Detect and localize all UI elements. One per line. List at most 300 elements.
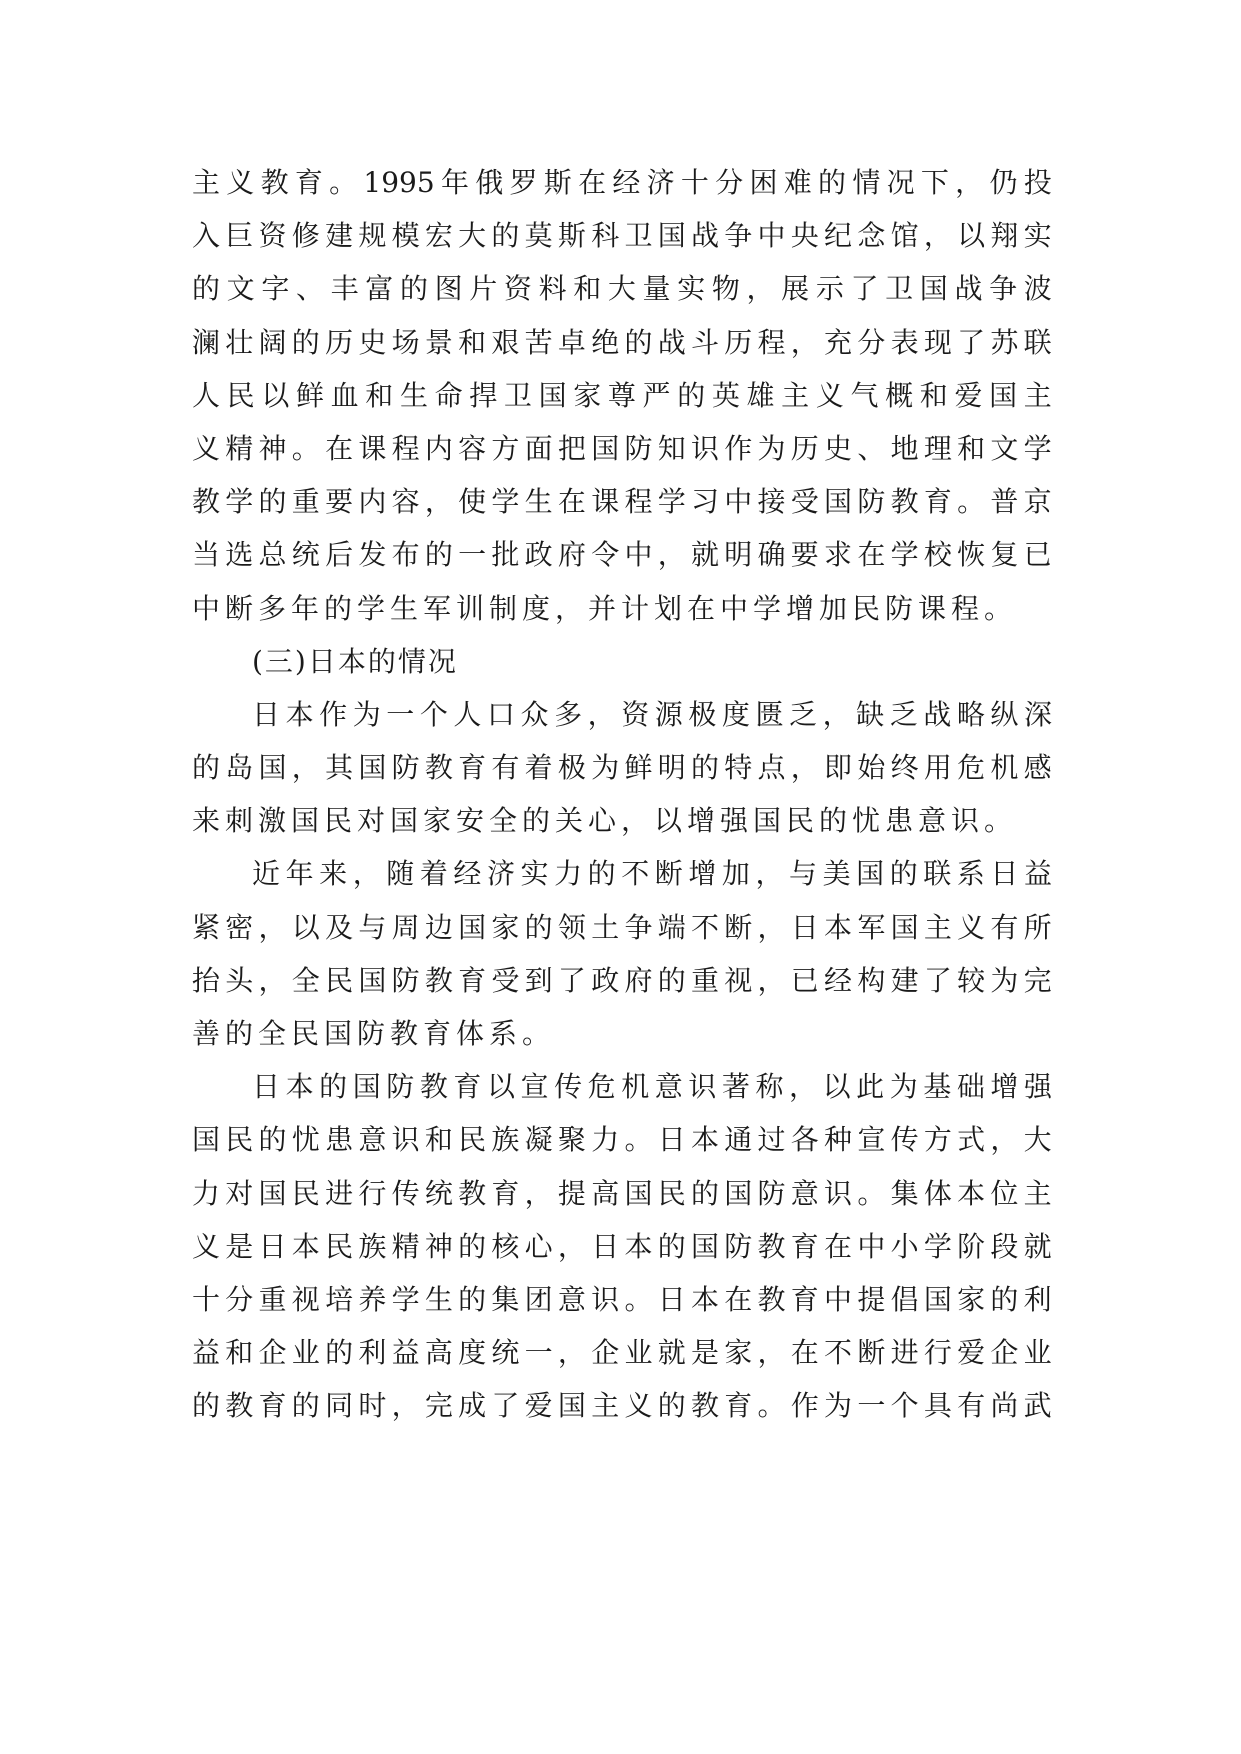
text-glyph: 称 — [755, 1070, 784, 1104]
text-glyph: 物 — [711, 272, 740, 306]
text-glyph: 神 — [258, 431, 287, 465]
text-glyph: 纪 — [824, 219, 853, 253]
text-glyph: 的 — [291, 1389, 320, 1423]
text-glyph: 家 — [957, 1282, 986, 1316]
text-glyph: 。 — [329, 166, 358, 199]
text-glyph: 略 — [956, 697, 985, 731]
text-glyph: 的 — [258, 485, 287, 519]
text-line — [192, 1326, 1052, 1379]
text-glyph: 方 — [923, 1123, 952, 1157]
text-glyph: 民 — [291, 1176, 320, 1210]
text-glyph: 为 — [824, 1389, 853, 1423]
text-glyph: 修 — [291, 219, 320, 253]
text-glyph: ， — [258, 910, 287, 944]
text-glyph: 心 — [524, 1229, 553, 1263]
text-line — [192, 156, 1052, 209]
text-glyph: 批 — [491, 538, 520, 572]
text-glyph: 。 — [291, 431, 320, 465]
text-glyph: 十 — [192, 1282, 221, 1316]
text-glyph: 就 — [690, 538, 719, 572]
text-glyph: 统 — [491, 1336, 520, 1370]
text-glyph: 行 — [358, 1176, 387, 1210]
text-glyph: 生 — [524, 485, 553, 519]
text-glyph: 的 — [624, 325, 653, 359]
text-glyph: 景 — [424, 325, 453, 359]
text-glyph: 和 — [573, 272, 602, 306]
text-glyph: 学 — [1023, 431, 1052, 465]
text-glyph: 国 — [557, 1389, 586, 1423]
text-glyph: 史 — [824, 431, 853, 465]
text-glyph: 战 — [690, 219, 719, 253]
text-glyph: 过 — [757, 1123, 786, 1157]
text-glyph: 投 — [1023, 166, 1052, 199]
text-glyph: 本 — [690, 1282, 719, 1316]
text-glyph: ， — [557, 1336, 586, 1370]
text-glyph: 与 — [789, 857, 818, 891]
text-glyph: 础 — [956, 1070, 985, 1104]
text-glyph: 在 — [724, 1282, 753, 1316]
text-glyph: 国 — [824, 485, 853, 519]
text-glyph: 的 — [325, 1336, 354, 1370]
text-glyph: ， — [790, 751, 819, 785]
text-glyph: 提 — [857, 1282, 886, 1316]
text-glyph: 业 — [624, 1336, 653, 1370]
text-glyph: 力 — [591, 1123, 620, 1157]
text-glyph: 集 — [890, 1176, 919, 1210]
text-glyph: 义 — [192, 431, 221, 465]
text-glyph: 着 — [419, 857, 448, 891]
text-line: 来刺激国民对国家安全的关心，以增强国民的忧患意识。 — [192, 804, 1018, 838]
text-glyph: 阶 — [957, 1229, 986, 1263]
text-glyph: 即 — [824, 751, 853, 785]
text-glyph: 识 — [688, 1070, 717, 1104]
text-glyph: 源 — [654, 697, 683, 731]
text-glyph: 的 — [491, 219, 520, 253]
text-glyph: ， — [757, 910, 786, 944]
text-glyph: 不 — [824, 1336, 853, 1370]
text-glyph: 争 — [724, 219, 753, 253]
text-glyph: 育 — [258, 1389, 287, 1423]
text-glyph: 为 — [352, 697, 381, 731]
text-glyph: 内 — [358, 485, 387, 519]
text-glyph: 尊 — [607, 378, 636, 412]
text-glyph: 重 — [690, 963, 719, 997]
text-glyph: 的 — [677, 378, 706, 412]
text-glyph: 以 — [261, 378, 290, 412]
text-glyph: 中 — [624, 538, 653, 572]
text-glyph: 民 — [325, 1229, 354, 1263]
text-glyph: 布 — [391, 538, 420, 572]
text-glyph: 中 — [724, 485, 753, 519]
text-glyph: 了 — [491, 1389, 520, 1423]
text-glyph: 宣 — [520, 1070, 549, 1104]
text-glyph: 下 — [920, 166, 949, 199]
text-glyph: 鲜 — [624, 751, 653, 785]
text-glyph: 增 — [688, 857, 717, 891]
text-glyph: 和 — [458, 325, 487, 359]
text-glyph: 意 — [790, 1176, 819, 1210]
text-line — [192, 422, 1052, 475]
text-glyph: 精 — [391, 1229, 420, 1263]
text-glyph: 极 — [557, 751, 586, 785]
text-glyph: 乏 — [789, 697, 818, 731]
text-glyph: 国 — [724, 1176, 753, 1210]
text-glyph: 军 — [857, 910, 886, 944]
text-glyph: 进 — [325, 1176, 354, 1210]
text-glyph: 到 — [524, 963, 553, 997]
text-glyph: 识 — [391, 1123, 420, 1157]
text-glyph: 地 — [890, 431, 919, 465]
text-glyph: 精 — [225, 431, 254, 465]
text-glyph: 充 — [824, 325, 853, 359]
text-glyph: 民 — [325, 963, 354, 997]
text-glyph: 教 — [690, 1389, 719, 1423]
text-glyph: 习 — [690, 485, 719, 519]
text-glyph: 业 — [291, 1336, 320, 1370]
text-glyph: 国 — [690, 1229, 719, 1263]
text-glyph: 美 — [822, 857, 851, 891]
text-glyph: 。 — [957, 485, 986, 519]
text-glyph: 了 — [923, 963, 952, 997]
text-glyph: 乏 — [889, 697, 918, 731]
text-glyph: 防 — [857, 485, 886, 519]
text-glyph: ， — [955, 166, 984, 199]
text-glyph: 选 — [225, 538, 254, 572]
text-glyph: 同 — [325, 1389, 354, 1423]
text-glyph: 不 — [690, 910, 719, 944]
text-glyph: 的 — [690, 751, 719, 785]
text-glyph: 益 — [1023, 857, 1052, 891]
text-glyph: 防 — [724, 1229, 753, 1263]
text-glyph: 卫 — [885, 272, 914, 306]
text-line — [192, 1113, 1052, 1166]
text-glyph: 学 — [657, 485, 686, 519]
text-glyph: 本 — [291, 1229, 320, 1263]
text-glyph: 学 — [923, 1229, 952, 1263]
text-glyph: 机 — [990, 751, 1019, 785]
text-glyph: 的 — [319, 1070, 348, 1104]
text-glyph: 困 — [749, 166, 778, 199]
text-glyph: 命 — [434, 378, 463, 412]
text-glyph: 随 — [386, 857, 415, 891]
text-glyph: 济 — [486, 857, 515, 891]
text-glyph: 与 — [358, 910, 387, 944]
text-glyph: 民 — [458, 1123, 487, 1157]
text-glyph: 团 — [524, 1282, 553, 1316]
text-glyph: 武 — [1023, 1389, 1052, 1423]
text-glyph: 要 — [325, 485, 354, 519]
text-glyph: 倡 — [890, 1282, 919, 1316]
text-glyph: 始 — [857, 751, 886, 785]
text-glyph: 行 — [923, 1336, 952, 1370]
text-glyph: 在 — [325, 431, 354, 465]
text-glyph: 用 — [923, 751, 952, 785]
text-glyph: 国 — [856, 857, 885, 891]
text-glyph: ， — [822, 697, 851, 731]
text-glyph: 容 — [458, 431, 487, 465]
text-glyph: 和 — [365, 378, 394, 412]
text-glyph: 作 — [724, 431, 753, 465]
text-glyph: 育 — [724, 1389, 753, 1423]
text-glyph: 口 — [486, 697, 515, 731]
text-line: 善的全民国防教育体系。 — [192, 1017, 556, 1050]
text-glyph: 统 — [424, 1176, 453, 1210]
text-glyph: 在 — [790, 1336, 819, 1370]
text-glyph: 极 — [688, 697, 717, 731]
text-glyph: 日 — [591, 1229, 620, 1263]
text-glyph: 危 — [957, 751, 986, 785]
text-glyph: 意 — [557, 1282, 586, 1316]
text-glyph: 凝 — [524, 1123, 553, 1157]
text-glyph: 端 — [657, 910, 686, 944]
text-glyph: 科 — [591, 219, 620, 253]
text-glyph: 业 — [1023, 1336, 1052, 1370]
text-glyph: 难 — [783, 166, 812, 199]
text-glyph: 成 — [458, 1389, 487, 1423]
text-glyph: 府 — [624, 963, 653, 997]
text-glyph: 高 — [424, 1336, 453, 1370]
text-glyph: 土 — [591, 910, 620, 944]
text-glyph: 战 — [657, 325, 686, 359]
text-glyph: 国 — [657, 219, 686, 253]
text-glyph: 其 — [325, 751, 354, 785]
text-glyph: 苦 — [524, 325, 553, 359]
text-line — [192, 1273, 1052, 1326]
text-glyph: 巨 — [225, 219, 254, 253]
text-glyph: 英 — [711, 378, 740, 412]
text-glyph: 中 — [824, 1282, 853, 1316]
text-glyph: 建 — [890, 963, 919, 997]
text-glyph: 分 — [857, 325, 886, 359]
text-line — [192, 741, 1052, 794]
text-glyph: 发 — [358, 538, 387, 572]
text-glyph: 容 — [391, 485, 420, 519]
text-glyph: 苏 — [990, 325, 1019, 359]
text-glyph: 当 — [192, 538, 221, 572]
text-line — [192, 901, 1052, 954]
text-glyph: 把 — [557, 431, 586, 465]
text-glyph: 要 — [790, 538, 819, 572]
text-glyph: 式 — [957, 1123, 986, 1157]
text-line — [192, 954, 1052, 1007]
text-glyph: 澜 — [192, 325, 221, 359]
text-glyph: ， — [789, 1070, 818, 1104]
text-glyph: 分 — [715, 166, 744, 199]
text-glyph: 校 — [923, 538, 952, 572]
text-glyph: ， — [657, 538, 686, 572]
text-glyph: 在 — [857, 538, 886, 572]
text-glyph: 阔 — [258, 325, 287, 359]
text-glyph: 个 — [419, 697, 448, 731]
text-glyph: 教 — [424, 963, 453, 997]
body-text — [192, 156, 1052, 1433]
text-glyph: 断 — [654, 857, 683, 891]
text-glyph: 国 — [192, 1123, 221, 1157]
text-glyph: 的 — [818, 166, 847, 199]
text-glyph: 民 — [657, 1176, 686, 1210]
text-glyph: 纵 — [990, 697, 1019, 731]
text-glyph: 重 — [291, 485, 320, 519]
text-glyph: 断 — [724, 910, 753, 944]
text-glyph: 爱 — [954, 378, 983, 412]
text-glyph: 多 — [554, 697, 583, 731]
text-glyph: 进 — [890, 1336, 919, 1370]
text-glyph: 主 — [1023, 378, 1052, 412]
text-glyph: 传 — [890, 1123, 919, 1157]
text-glyph: 爱 — [957, 1336, 986, 1370]
text-glyph: 构 — [857, 963, 886, 997]
text-glyph: 忧 — [291, 1123, 320, 1157]
text-glyph: 字 — [261, 272, 290, 306]
text-glyph: 完 — [424, 1389, 453, 1423]
text-glyph: 以 — [486, 1070, 515, 1104]
text-glyph: 企 — [258, 1336, 287, 1370]
section-heading: (三)日本的情况 — [252, 644, 458, 678]
text-glyph: 人 — [453, 697, 482, 731]
text-glyph: 争 — [624, 910, 653, 944]
text-glyph: 经 — [824, 963, 853, 997]
text-glyph: 明 — [657, 751, 686, 785]
text-glyph: 位 — [990, 1176, 1019, 1210]
text-glyph: 为 — [591, 751, 620, 785]
text-glyph: 利 — [1023, 1282, 1052, 1316]
text-glyph: 的 — [657, 963, 686, 997]
text-glyph: 系 — [956, 857, 985, 891]
text-glyph: 方 — [491, 431, 520, 465]
text-glyph: 主 — [1023, 1176, 1052, 1210]
text-glyph: 的 — [524, 910, 553, 944]
text-glyph: 已 — [790, 963, 819, 997]
text-line — [192, 209, 1052, 262]
text-glyph: 日 — [657, 1123, 686, 1157]
text-glyph: 。 — [757, 1389, 786, 1423]
text-glyph: 传 — [554, 1070, 583, 1104]
text-glyph: 作 — [790, 1389, 819, 1423]
text-glyph: 的 — [657, 1229, 686, 1263]
text-glyph: 文 — [990, 431, 1019, 465]
text-glyph: 危 — [587, 1070, 616, 1104]
text-glyph: 捍 — [469, 378, 498, 412]
text-glyph: 益 — [192, 1336, 221, 1370]
text-glyph: 史 — [358, 325, 387, 359]
text-glyph: 恢 — [957, 538, 986, 572]
text-glyph: ， — [258, 963, 287, 997]
text-glyph: 培 — [325, 1282, 354, 1316]
text-glyph: 聚 — [557, 1123, 586, 1157]
text-glyph: ， — [587, 697, 616, 731]
text-glyph: 、 — [295, 272, 324, 306]
text-glyph: 争 — [989, 272, 1018, 306]
text-glyph: 理 — [923, 431, 952, 465]
text-glyph: 明 — [724, 538, 753, 572]
text-glyph: 鲜 — [295, 378, 324, 412]
text-glyph: 边 — [424, 910, 453, 944]
text-glyph: 国 — [458, 910, 487, 944]
text-glyph: ， — [923, 219, 952, 253]
text-glyph: 个 — [890, 1389, 919, 1423]
text-glyph: 基 — [923, 1070, 952, 1104]
text-glyph: 育 — [491, 1176, 520, 1210]
text-glyph: 着 — [524, 751, 553, 785]
text-glyph: 高 — [591, 1176, 620, 1210]
text-glyph: ， — [291, 751, 320, 785]
text-glyph: 实 — [1023, 219, 1052, 253]
text-glyph: ， — [757, 963, 786, 997]
text-glyph: 较 — [957, 963, 986, 997]
text-line — [192, 1060, 1052, 1113]
text-glyph: 作 — [319, 697, 348, 731]
text-glyph: 深 — [1023, 697, 1052, 731]
text-glyph: 近 — [252, 857, 281, 891]
text-glyph: 小 — [890, 1229, 919, 1263]
text-glyph: 日 — [252, 697, 281, 731]
text-glyph: 具 — [923, 1389, 952, 1423]
text-glyph: 国 — [358, 751, 387, 785]
text-glyph: 已 — [1023, 538, 1052, 572]
text-glyph: 主 — [192, 166, 221, 199]
text-glyph: 大 — [1023, 1123, 1052, 1157]
text-glyph: 接 — [757, 485, 786, 519]
text-glyph: ， — [990, 1123, 1019, 1157]
text-glyph: 育 — [790, 1282, 819, 1316]
text-glyph: 的 — [258, 1123, 287, 1157]
text-glyph: 本 — [957, 1176, 986, 1210]
text-glyph: 程 — [391, 431, 420, 465]
text-glyph: 罗 — [509, 166, 538, 199]
text-glyph: 雄 — [746, 378, 775, 412]
text-glyph: 程 — [624, 485, 653, 519]
text-glyph: 周 — [391, 910, 420, 944]
text-glyph: 教 — [757, 1229, 786, 1263]
text-glyph: 爱 — [524, 1389, 553, 1423]
text-glyph: 意 — [654, 1070, 683, 1104]
text-glyph: 有 — [957, 1389, 986, 1423]
text-glyph: 实 — [520, 857, 549, 891]
text-glyph: 了 — [557, 963, 586, 997]
text-glyph: ， — [524, 1176, 553, 1210]
text-glyph: 各 — [790, 1123, 819, 1157]
text-glyph: 学 — [391, 1282, 420, 1316]
text-glyph: 神 — [424, 1229, 453, 1263]
text-glyph: 艰 — [491, 325, 520, 359]
text-glyph: 教 — [260, 166, 289, 199]
text-line: 中断多年的学生军训制度，并计划在中学增加民防课程。 — [192, 591, 1018, 625]
text-glyph: 求 — [824, 538, 853, 572]
text-glyph: 核 — [491, 1229, 520, 1263]
text-glyph: 的 — [458, 1282, 487, 1316]
text-glyph: 匮 — [755, 697, 784, 731]
text-line — [192, 1379, 1052, 1432]
text-glyph: 义 — [957, 910, 986, 944]
text-glyph: ， — [424, 485, 453, 519]
text-glyph: 概 — [885, 378, 914, 412]
text-glyph: 在 — [557, 485, 586, 519]
text-glyph: 在 — [578, 166, 607, 199]
text-glyph: 念 — [857, 219, 886, 253]
text-glyph: 有 — [491, 751, 520, 785]
text-glyph: 民 — [226, 378, 255, 412]
text-glyph: 学 — [890, 538, 919, 572]
text-glyph: 为 — [757, 431, 786, 465]
text-glyph: 为 — [889, 1070, 918, 1104]
text-glyph: 不 — [621, 857, 650, 891]
text-glyph: 视 — [724, 963, 753, 997]
text-glyph: ， — [557, 1229, 586, 1263]
text-glyph: ， — [391, 1389, 420, 1423]
text-glyph: 教 — [458, 1176, 487, 1210]
text-glyph: 示 — [815, 272, 844, 306]
text-glyph: 大 — [458, 219, 487, 253]
